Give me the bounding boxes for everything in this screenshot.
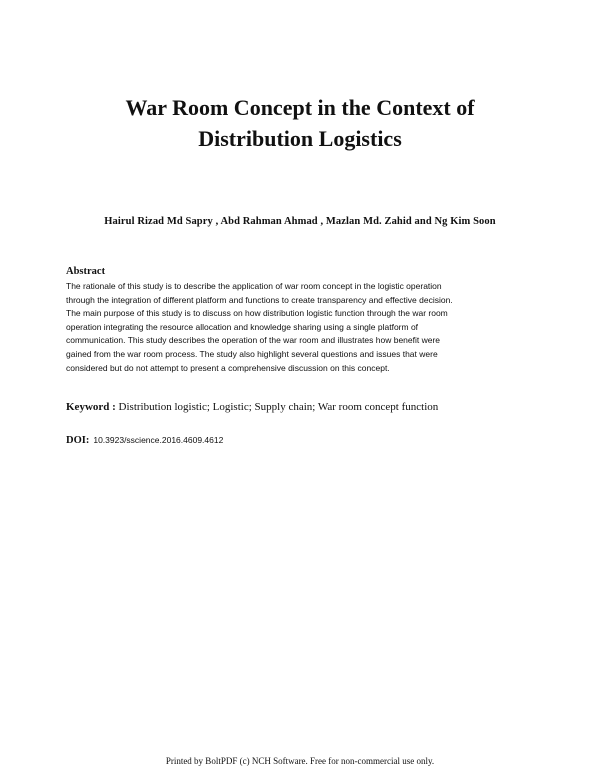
doi-line bbox=[66, 430, 223, 448]
doi-label: DOI: bbox=[66, 435, 90, 446]
paper-title-line-2: Distribution Logistics bbox=[198, 126, 402, 151]
abstract-line: communication. This study describes the operation of the war room and illustrates how benefit were bbox=[66, 335, 441, 346]
abstract-line: considered but do not attempt to present a comprehensive discussion on this concept. bbox=[66, 362, 390, 373]
author-list: Hairul Rizad Md Sapry , Abd Rahman Ahmad , Mazlan Md. Zahid and Ng Kim Soon bbox=[104, 216, 496, 227]
abstract-line: The rationale of this study is to describe the application of war room concept in the logistic operation bbox=[66, 281, 442, 291]
paper-title-line-1: War Room Concept in the Context of bbox=[125, 95, 475, 120]
abstract-line: operation integrating the resource allocation and knowledge sharing using a single platform of bbox=[66, 321, 419, 332]
keyword-value: Distribution logistic; Logistic; Supply chain; War room concept function bbox=[118, 401, 439, 413]
keyword-label: Keyword : bbox=[66, 401, 116, 413]
print-footer: Printed by BoltPDF (c) NCH Software. Free for non-commercial use only. bbox=[165, 756, 435, 766]
doi-value: 10.3923/sscience.2016.4609.4612 bbox=[93, 435, 224, 445]
abstract-body bbox=[66, 280, 536, 375]
abstract-line: gained from the war room process. The study also highlight several questions and issues that were bbox=[66, 348, 438, 359]
abstract-heading: Abstract bbox=[66, 266, 106, 277]
keyword-line bbox=[66, 401, 438, 413]
abstract-line: The main purpose of this study is to discuss on how distribution logistic function through the war room bbox=[66, 308, 448, 319]
abstract-line: through the integration of different platform and functions to create transparency and effective decision. bbox=[66, 294, 453, 305]
paper-title bbox=[0, 92, 600, 154]
